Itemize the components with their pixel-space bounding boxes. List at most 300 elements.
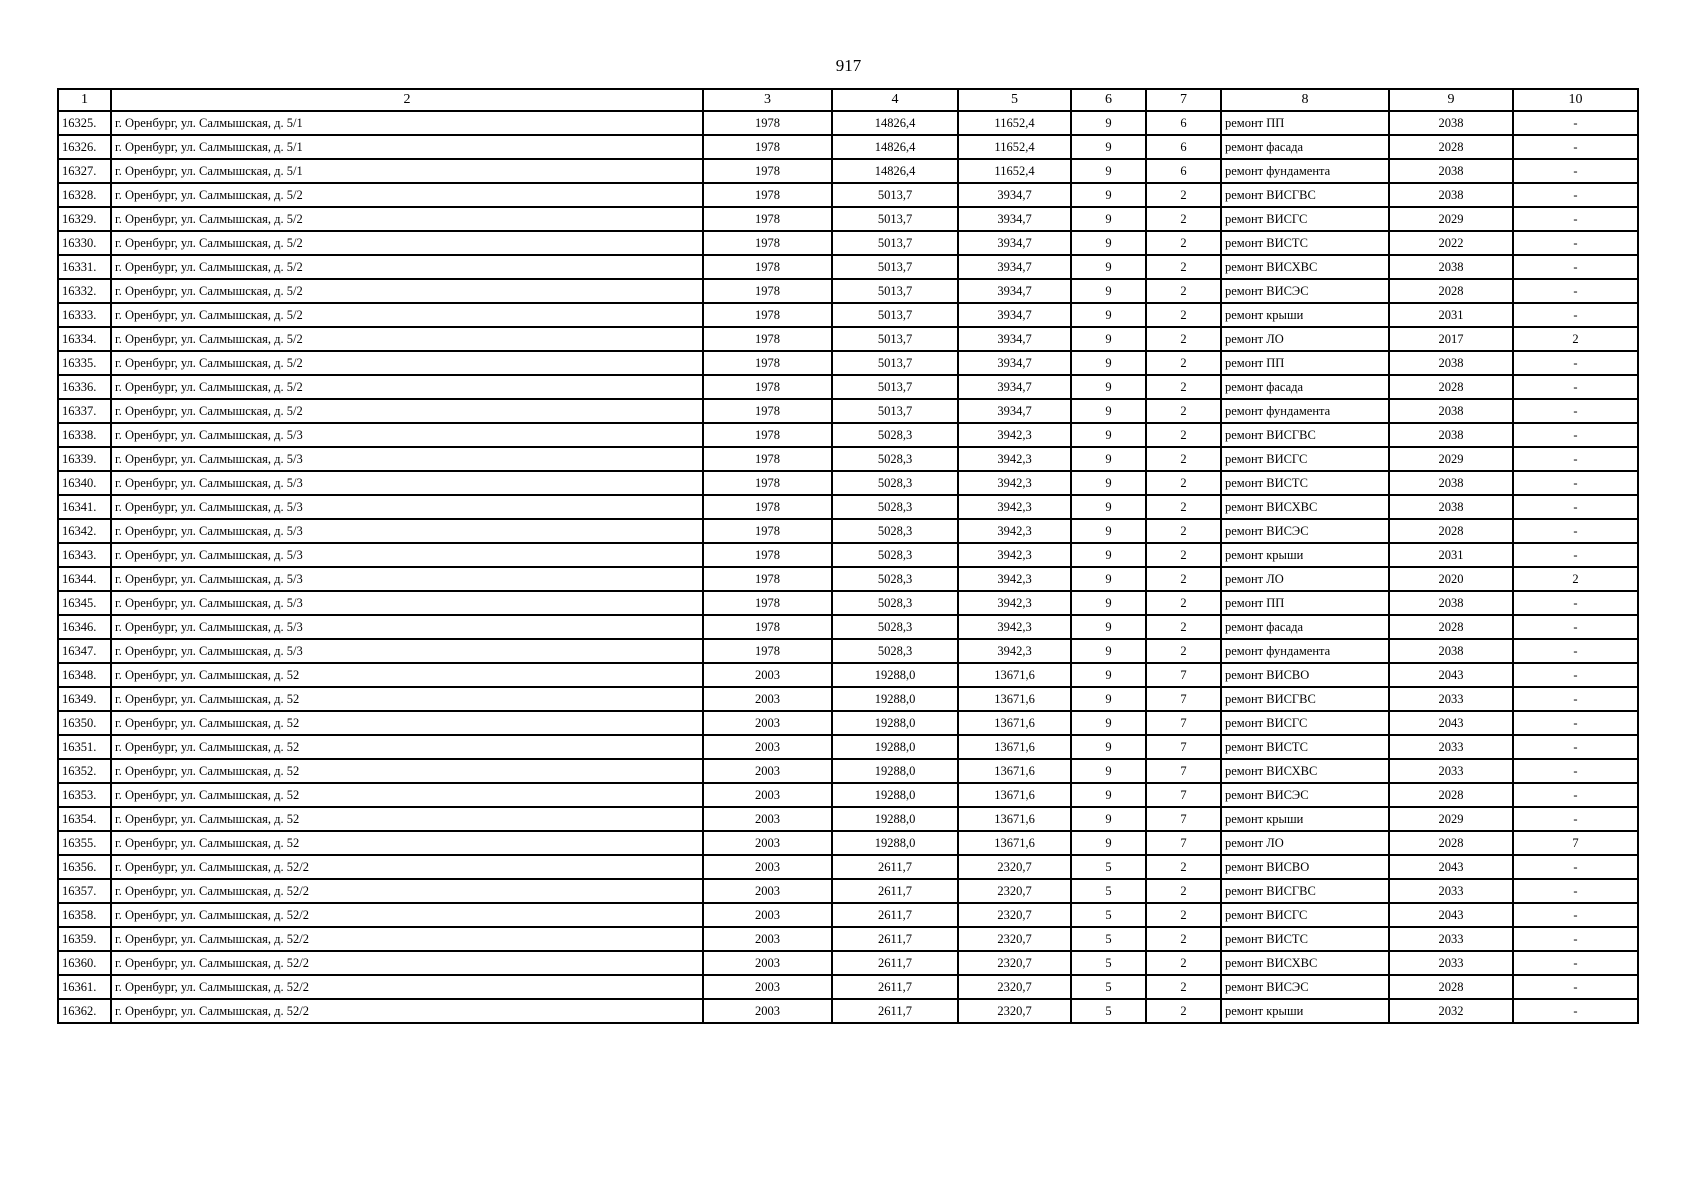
year-cell: 1978 [703, 327, 832, 351]
row-number: 16325. [58, 111, 111, 135]
entrances-cell: 2 [1146, 375, 1221, 399]
work-type-cell: ремонт крыши [1221, 807, 1389, 831]
table-row [58, 327, 1638, 351]
table-row [58, 951, 1638, 975]
living-area-cell: 3934,7 [958, 303, 1071, 327]
total-area-cell: 19288,0 [832, 687, 958, 711]
year-cell: 1978 [703, 303, 832, 327]
entrances-cell: 7 [1146, 759, 1221, 783]
total-area-cell: 5028,3 [832, 567, 958, 591]
table-row [58, 807, 1638, 831]
year-cell: 1978 [703, 543, 832, 567]
planned-year-cell: 2043 [1389, 855, 1513, 879]
planned-year-cell: 2022 [1389, 231, 1513, 255]
living-area-cell: 3942,3 [958, 519, 1071, 543]
entrances-cell: 7 [1146, 663, 1221, 687]
planned-year-cell: 2028 [1389, 135, 1513, 159]
count-cell: - [1513, 135, 1638, 159]
entrances-cell: 2 [1146, 927, 1221, 951]
address-cell: г. Оренбург, ул. Салмышская, д. 52/2 [111, 927, 703, 951]
year-cell: 2003 [703, 879, 832, 903]
table-row [58, 687, 1638, 711]
living-area-cell: 11652,4 [958, 111, 1071, 135]
entrances-cell: 2 [1146, 231, 1221, 255]
count-cell: - [1513, 159, 1638, 183]
table-row [58, 999, 1638, 1023]
entrances-cell: 2 [1146, 975, 1221, 999]
table-row [58, 111, 1638, 135]
year-cell: 1978 [703, 495, 832, 519]
address-cell: г. Оренбург, ул. Салмышская, д. 52 [111, 663, 703, 687]
living-area-cell: 2320,7 [958, 951, 1071, 975]
row-number: 16349. [58, 687, 111, 711]
planned-year-cell: 2038 [1389, 591, 1513, 615]
entrances-cell: 2 [1146, 879, 1221, 903]
row-number: 16359. [58, 927, 111, 951]
floors-cell: 9 [1071, 831, 1146, 855]
address-cell: г. Оренбург, ул. Салмышская, д. 52 [111, 783, 703, 807]
year-cell: 2003 [703, 663, 832, 687]
living-area-cell: 3934,7 [958, 231, 1071, 255]
table-row [58, 447, 1638, 471]
planned-year-cell: 2028 [1389, 831, 1513, 855]
repair-schedule-table [57, 88, 1639, 1024]
year-cell: 2003 [703, 951, 832, 975]
living-area-cell: 2320,7 [958, 975, 1071, 999]
entrances-cell: 2 [1146, 303, 1221, 327]
year-cell: 1978 [703, 183, 832, 207]
count-cell: - [1513, 639, 1638, 663]
table-row [58, 783, 1638, 807]
floors-cell: 9 [1071, 543, 1146, 567]
table-row [58, 255, 1638, 279]
year-cell: 1978 [703, 375, 832, 399]
living-area-cell: 3942,3 [958, 615, 1071, 639]
row-number: 16341. [58, 495, 111, 519]
living-area-cell: 11652,4 [958, 159, 1071, 183]
year-cell: 2003 [703, 687, 832, 711]
total-area-cell: 5028,3 [832, 615, 958, 639]
count-cell: - [1513, 903, 1638, 927]
address-cell: г. Оренбург, ул. Салмышская, д. 52/2 [111, 975, 703, 999]
entrances-cell: 2 [1146, 399, 1221, 423]
table-row [58, 903, 1638, 927]
table-row [58, 207, 1638, 231]
living-area-cell: 2320,7 [958, 879, 1071, 903]
floors-cell: 9 [1071, 447, 1146, 471]
row-number: 16358. [58, 903, 111, 927]
entrances-cell: 2 [1146, 543, 1221, 567]
total-area-cell: 5013,7 [832, 327, 958, 351]
row-number: 16350. [58, 711, 111, 735]
table-row [58, 975, 1638, 999]
column-header: 4 [832, 89, 958, 111]
column-header: 5 [958, 89, 1071, 111]
entrances-cell: 2 [1146, 255, 1221, 279]
table-row [58, 495, 1638, 519]
work-type-cell: ремонт крыши [1221, 303, 1389, 327]
row-number: 16342. [58, 519, 111, 543]
planned-year-cell: 2038 [1389, 255, 1513, 279]
count-cell: - [1513, 183, 1638, 207]
floors-cell: 9 [1071, 231, 1146, 255]
total-area-cell: 5028,3 [832, 543, 958, 567]
work-type-cell: ремонт ВИСТС [1221, 231, 1389, 255]
floors-cell: 9 [1071, 279, 1146, 303]
total-area-cell: 19288,0 [832, 759, 958, 783]
row-number: 16333. [58, 303, 111, 327]
count-cell: - [1513, 879, 1638, 903]
floors-cell: 9 [1071, 207, 1146, 231]
address-cell: г. Оренбург, ул. Салмышская, д. 5/2 [111, 183, 703, 207]
year-cell: 2003 [703, 903, 832, 927]
planned-year-cell: 2028 [1389, 615, 1513, 639]
year-cell: 1978 [703, 399, 832, 423]
entrances-cell: 2 [1146, 903, 1221, 927]
table-row [58, 231, 1638, 255]
entrances-cell: 2 [1146, 279, 1221, 303]
living-area-cell: 2320,7 [958, 927, 1071, 951]
address-cell: г. Оренбург, ул. Салмышская, д. 5/3 [111, 615, 703, 639]
row-number: 16361. [58, 975, 111, 999]
total-area-cell: 14826,4 [832, 135, 958, 159]
address-cell: г. Оренбург, ул. Салмышская, д. 52 [111, 711, 703, 735]
planned-year-cell: 2028 [1389, 783, 1513, 807]
year-cell: 1978 [703, 591, 832, 615]
table-row [58, 831, 1638, 855]
work-type-cell: ремонт ВИСГВС [1221, 879, 1389, 903]
work-type-cell: ремонт ВИСЭС [1221, 519, 1389, 543]
planned-year-cell: 2033 [1389, 879, 1513, 903]
count-cell: 7 [1513, 831, 1638, 855]
count-cell: - [1513, 543, 1638, 567]
column-header: 1 [58, 89, 111, 111]
column-header: 8 [1221, 89, 1389, 111]
work-type-cell: ремонт фундамента [1221, 159, 1389, 183]
row-number: 16329. [58, 207, 111, 231]
address-cell: г. Оренбург, ул. Салмышская, д. 5/1 [111, 111, 703, 135]
year-cell: 1978 [703, 615, 832, 639]
year-cell: 2003 [703, 831, 832, 855]
row-number: 16348. [58, 663, 111, 687]
column-header: 7 [1146, 89, 1221, 111]
year-cell: 1978 [703, 159, 832, 183]
entrances-cell: 7 [1146, 711, 1221, 735]
address-cell: г. Оренбург, ул. Салмышская, д. 5/1 [111, 159, 703, 183]
living-area-cell: 3934,7 [958, 255, 1071, 279]
work-type-cell: ремонт фасада [1221, 375, 1389, 399]
row-number: 16347. [58, 639, 111, 663]
row-number: 16330. [58, 231, 111, 255]
floors-cell: 9 [1071, 591, 1146, 615]
address-cell: г. Оренбург, ул. Салмышская, д. 52/2 [111, 999, 703, 1023]
planned-year-cell: 2017 [1389, 327, 1513, 351]
floors-cell: 9 [1071, 351, 1146, 375]
total-area-cell: 5013,7 [832, 375, 958, 399]
year-cell: 2003 [703, 759, 832, 783]
entrances-cell: 2 [1146, 999, 1221, 1023]
table-row [58, 135, 1638, 159]
floors-cell: 9 [1071, 687, 1146, 711]
address-cell: г. Оренбург, ул. Салмышская, д. 5/2 [111, 207, 703, 231]
planned-year-cell: 2038 [1389, 471, 1513, 495]
total-area-cell: 5028,3 [832, 447, 958, 471]
address-cell: г. Оренбург, ул. Салмышская, д. 5/2 [111, 279, 703, 303]
work-type-cell: ремонт ЛО [1221, 327, 1389, 351]
address-cell: г. Оренбург, ул. Салмышская, д. 52/2 [111, 903, 703, 927]
table-row [58, 279, 1638, 303]
total-area-cell: 2611,7 [832, 879, 958, 903]
total-area-cell: 2611,7 [832, 855, 958, 879]
count-cell: - [1513, 303, 1638, 327]
total-area-cell: 5013,7 [832, 279, 958, 303]
floors-cell: 9 [1071, 639, 1146, 663]
count-cell: - [1513, 279, 1638, 303]
work-type-cell: ремонт ЛО [1221, 567, 1389, 591]
living-area-cell: 3942,3 [958, 567, 1071, 591]
work-type-cell: ремонт ВИСЭС [1221, 975, 1389, 999]
row-number: 16346. [58, 615, 111, 639]
total-area-cell: 5028,3 [832, 639, 958, 663]
table-row [58, 879, 1638, 903]
entrances-cell: 7 [1146, 831, 1221, 855]
total-area-cell: 2611,7 [832, 975, 958, 999]
floors-cell: 5 [1071, 879, 1146, 903]
table-body [58, 111, 1638, 1023]
count-cell: - [1513, 711, 1638, 735]
row-number: 16340. [58, 471, 111, 495]
address-cell: г. Оренбург, ул. Салмышская, д. 52/2 [111, 951, 703, 975]
address-cell: г. Оренбург, ул. Салмышская, д. 5/3 [111, 423, 703, 447]
floors-cell: 9 [1071, 711, 1146, 735]
address-cell: г. Оренбург, ул. Салмышская, д. 5/3 [111, 591, 703, 615]
count-cell: - [1513, 255, 1638, 279]
living-area-cell: 13671,6 [958, 831, 1071, 855]
planned-year-cell: 2038 [1389, 351, 1513, 375]
floors-cell: 9 [1071, 327, 1146, 351]
count-cell: 2 [1513, 567, 1638, 591]
total-area-cell: 19288,0 [832, 831, 958, 855]
count-cell: - [1513, 111, 1638, 135]
count-cell: - [1513, 399, 1638, 423]
floors-cell: 9 [1071, 375, 1146, 399]
work-type-cell: ремонт ВИСТС [1221, 735, 1389, 759]
table-row [58, 663, 1638, 687]
total-area-cell: 2611,7 [832, 927, 958, 951]
floors-cell: 9 [1071, 615, 1146, 639]
planned-year-cell: 2033 [1389, 927, 1513, 951]
page-number: 917 [835, 56, 862, 75]
planned-year-cell: 2038 [1389, 495, 1513, 519]
total-area-cell: 5013,7 [832, 303, 958, 327]
total-area-cell: 19288,0 [832, 663, 958, 687]
row-number: 16354. [58, 807, 111, 831]
living-area-cell: 3934,7 [958, 207, 1071, 231]
table-row [58, 183, 1638, 207]
planned-year-cell: 2028 [1389, 519, 1513, 543]
total-area-cell: 19288,0 [832, 783, 958, 807]
living-area-cell: 3934,7 [958, 351, 1071, 375]
count-cell: - [1513, 975, 1638, 999]
table-row [58, 759, 1638, 783]
row-number: 16353. [58, 783, 111, 807]
address-cell: г. Оренбург, ул. Салмышская, д. 52 [111, 687, 703, 711]
entrances-cell: 7 [1146, 735, 1221, 759]
planned-year-cell: 2029 [1389, 447, 1513, 471]
living-area-cell: 13671,6 [958, 759, 1071, 783]
address-cell: г. Оренбург, ул. Салмышская, д. 52 [111, 831, 703, 855]
count-cell: - [1513, 471, 1638, 495]
address-cell: г. Оренбург, ул. Салмышская, д. 5/1 [111, 135, 703, 159]
floors-cell: 5 [1071, 903, 1146, 927]
floors-cell: 9 [1071, 807, 1146, 831]
count-cell: - [1513, 663, 1638, 687]
table-row [58, 567, 1638, 591]
living-area-cell: 3942,3 [958, 639, 1071, 663]
living-area-cell: 3934,7 [958, 183, 1071, 207]
year-cell: 1978 [703, 471, 832, 495]
year-cell: 1978 [703, 351, 832, 375]
row-number: 16334. [58, 327, 111, 351]
year-cell: 2003 [703, 735, 832, 759]
work-type-cell: ремонт фасада [1221, 135, 1389, 159]
count-cell: - [1513, 687, 1638, 711]
work-type-cell: ремонт ВИСТС [1221, 927, 1389, 951]
entrances-cell: 2 [1146, 519, 1221, 543]
column-header: 6 [1071, 89, 1146, 111]
count-cell: - [1513, 735, 1638, 759]
floors-cell: 9 [1071, 735, 1146, 759]
count-cell: 2 [1513, 327, 1638, 351]
row-number: 16344. [58, 567, 111, 591]
planned-year-cell: 2033 [1389, 759, 1513, 783]
work-type-cell: ремонт ЛО [1221, 831, 1389, 855]
count-cell: - [1513, 855, 1638, 879]
year-cell: 1978 [703, 207, 832, 231]
count-cell: - [1513, 207, 1638, 231]
floors-cell: 5 [1071, 927, 1146, 951]
year-cell: 1978 [703, 255, 832, 279]
year-cell: 1978 [703, 423, 832, 447]
work-type-cell: ремонт ПП [1221, 591, 1389, 615]
living-area-cell: 3942,3 [958, 495, 1071, 519]
planned-year-cell: 2038 [1389, 423, 1513, 447]
column-header: 9 [1389, 89, 1513, 111]
floors-cell: 9 [1071, 399, 1146, 423]
total-area-cell: 5013,7 [832, 351, 958, 375]
total-area-cell: 5013,7 [832, 255, 958, 279]
entrances-cell: 2 [1146, 615, 1221, 639]
entrances-cell: 2 [1146, 207, 1221, 231]
living-area-cell: 13671,6 [958, 807, 1071, 831]
planned-year-cell: 2033 [1389, 687, 1513, 711]
work-type-cell: ремонт ВИСВО [1221, 663, 1389, 687]
year-cell: 2003 [703, 807, 832, 831]
address-cell: г. Оренбург, ул. Салмышская, д. 5/2 [111, 375, 703, 399]
row-number: 16336. [58, 375, 111, 399]
work-type-cell: ремонт ВИСГС [1221, 447, 1389, 471]
planned-year-cell: 2020 [1389, 567, 1513, 591]
count-cell: - [1513, 615, 1638, 639]
floors-cell: 9 [1071, 663, 1146, 687]
year-cell: 2003 [703, 927, 832, 951]
address-cell: г. Оренбург, ул. Салмышская, д. 5/3 [111, 543, 703, 567]
total-area-cell: 5013,7 [832, 399, 958, 423]
planned-year-cell: 2032 [1389, 999, 1513, 1023]
living-area-cell: 13671,6 [958, 711, 1071, 735]
table-row [58, 303, 1638, 327]
year-cell: 2003 [703, 855, 832, 879]
row-number: 16332. [58, 279, 111, 303]
living-area-cell: 3934,7 [958, 327, 1071, 351]
total-area-cell: 19288,0 [832, 807, 958, 831]
year-cell: 1978 [703, 111, 832, 135]
row-number: 16362. [58, 999, 111, 1023]
count-cell: - [1513, 351, 1638, 375]
total-area-cell: 2611,7 [832, 951, 958, 975]
year-cell: 1978 [703, 567, 832, 591]
floors-cell: 9 [1071, 183, 1146, 207]
floors-cell: 5 [1071, 855, 1146, 879]
row-number: 16337. [58, 399, 111, 423]
table-row [58, 471, 1638, 495]
entrances-cell: 2 [1146, 447, 1221, 471]
row-number: 16335. [58, 351, 111, 375]
row-number: 16343. [58, 543, 111, 567]
total-area-cell: 5013,7 [832, 231, 958, 255]
planned-year-cell: 2033 [1389, 735, 1513, 759]
living-area-cell: 3934,7 [958, 399, 1071, 423]
address-cell: г. Оренбург, ул. Салмышская, д. 5/3 [111, 519, 703, 543]
work-type-cell: ремонт ВИСХВС [1221, 951, 1389, 975]
address-cell: г. Оренбург, ул. Салмышская, д. 52 [111, 759, 703, 783]
address-cell: г. Оренбург, ул. Салмышская, д. 5/2 [111, 255, 703, 279]
total-area-cell: 5028,3 [832, 519, 958, 543]
work-type-cell: ремонт фундамента [1221, 639, 1389, 663]
table-row [58, 927, 1638, 951]
work-type-cell: ремонт ПП [1221, 351, 1389, 375]
table-row [58, 615, 1638, 639]
total-area-cell: 2611,7 [832, 999, 958, 1023]
planned-year-cell: 2043 [1389, 711, 1513, 735]
living-area-cell: 3934,7 [958, 279, 1071, 303]
address-cell: г. Оренбург, ул. Салмышская, д. 5/3 [111, 471, 703, 495]
table-row [58, 423, 1638, 447]
total-area-cell: 19288,0 [832, 735, 958, 759]
total-area-cell: 5013,7 [832, 183, 958, 207]
living-area-cell: 11652,4 [958, 135, 1071, 159]
year-cell: 2003 [703, 975, 832, 999]
year-cell: 1978 [703, 519, 832, 543]
entrances-cell: 2 [1146, 183, 1221, 207]
address-cell: г. Оренбург, ул. Салмышская, д. 5/3 [111, 447, 703, 471]
work-type-cell: ремонт ВИСХВС [1221, 759, 1389, 783]
living-area-cell: 3942,3 [958, 471, 1071, 495]
address-cell: г. Оренбург, ул. Салмышская, д. 5/3 [111, 567, 703, 591]
total-area-cell: 5013,7 [832, 207, 958, 231]
work-type-cell: ремонт ВИСХВС [1221, 495, 1389, 519]
work-type-cell: ремонт ВИСТС [1221, 471, 1389, 495]
entrances-cell: 2 [1146, 567, 1221, 591]
address-cell: г. Оренбург, ул. Салмышская, д. 5/2 [111, 231, 703, 255]
work-type-cell: ремонт ВИСГС [1221, 711, 1389, 735]
address-cell: г. Оренбург, ул. Салмышская, д. 5/2 [111, 303, 703, 327]
count-cell: - [1513, 999, 1638, 1023]
table-row [58, 375, 1638, 399]
living-area-cell: 3942,3 [958, 543, 1071, 567]
work-type-cell: ремонт ПП [1221, 111, 1389, 135]
planned-year-cell: 2038 [1389, 111, 1513, 135]
